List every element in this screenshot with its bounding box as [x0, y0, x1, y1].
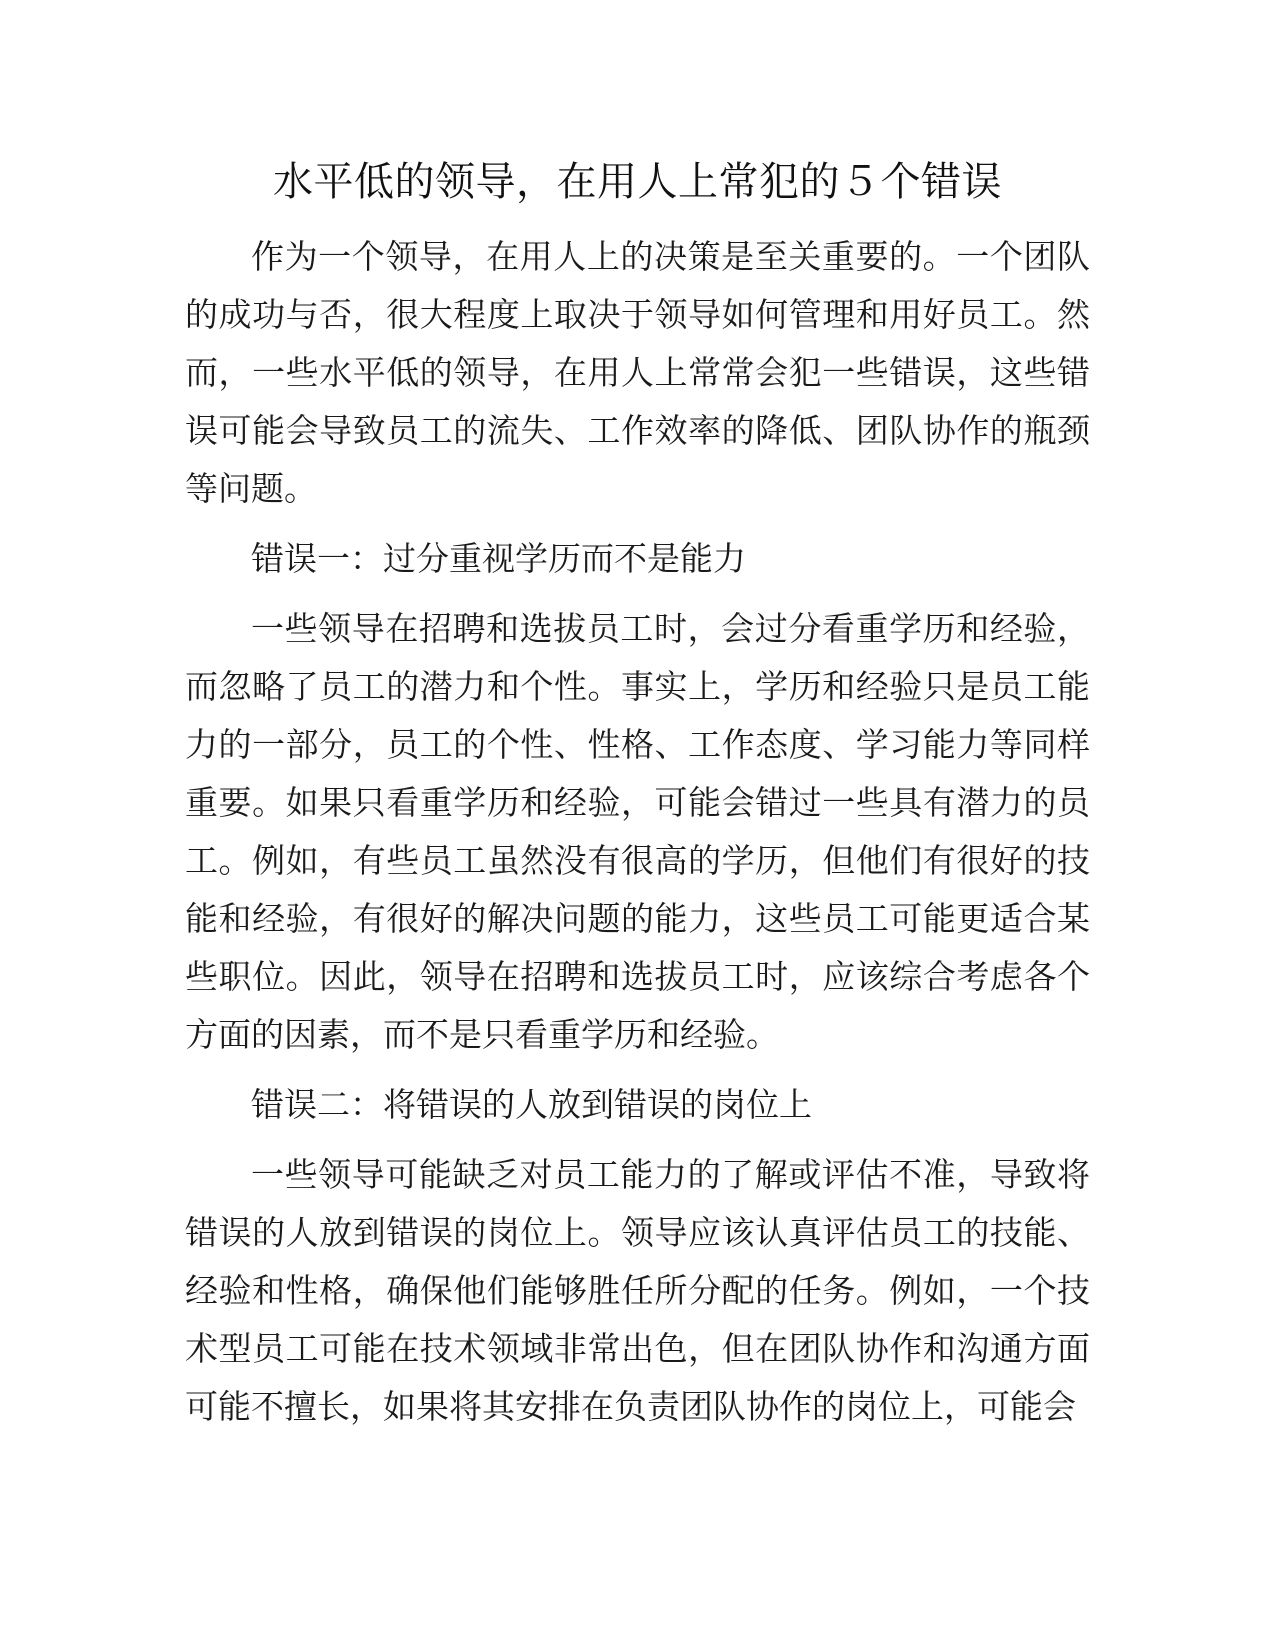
section-heading-error-two: 错误二：将错误的人放到错误的岗位上: [251, 1085, 812, 1124]
intro-paragraph: 作为一个领导，在用人上的决策是至关重要的。一个团队的成功与否，很大程度上取决于领导如何管理和用好员工。然而，一些水平低的领导，在用人上常常会犯一些错误，这些错误可能会导致员工的流失、工作效率的降低、团队协作的瓶颈等问题。: [185, 237, 1090, 508]
document-body: [185, 150, 1090, 1448]
section-paragraph-error-two: 一些领导可能缺乏对员工能力的了解或评估不准，导致将错误的人放到错误的岗位上。领导应该认真评估员工的技能、经验和性格，确保他们能够胜任所分配的任务。例如，一个技术型员工可能在技术领域非常出色，但在团队协作和沟通方面可能不擅长，如果将其安排在负责团队协作的岗位上，可能会: [185, 1155, 1090, 1426]
document-title: 水平低的领导，在用人上常犯的５个错误: [273, 159, 1002, 205]
section-paragraph-error-one: 一些领导在招聘和选拔员工时，会过分看重学历和经验，而忽略了员工的潜力和个性。事实上，学历和经验只是员工能力的一部分，员工的个性、性格、工作态度、学习能力等同样重要。如果只看重学历和经验，可能会错过一些具有潜力的员工。例如，有些员工虽然没有很高的学历，但他们有很好的技能和经验，有很好的解决问题的能力，这些员工可能更适合某些职位。因此，领导在招聘和选拔员工时，应该综合考虑各个方面的因素，而不是只看重学历和经验。: [185, 609, 1090, 1054]
section-heading-error-one: 错误一：过分重视学历而不是能力: [251, 539, 746, 578]
